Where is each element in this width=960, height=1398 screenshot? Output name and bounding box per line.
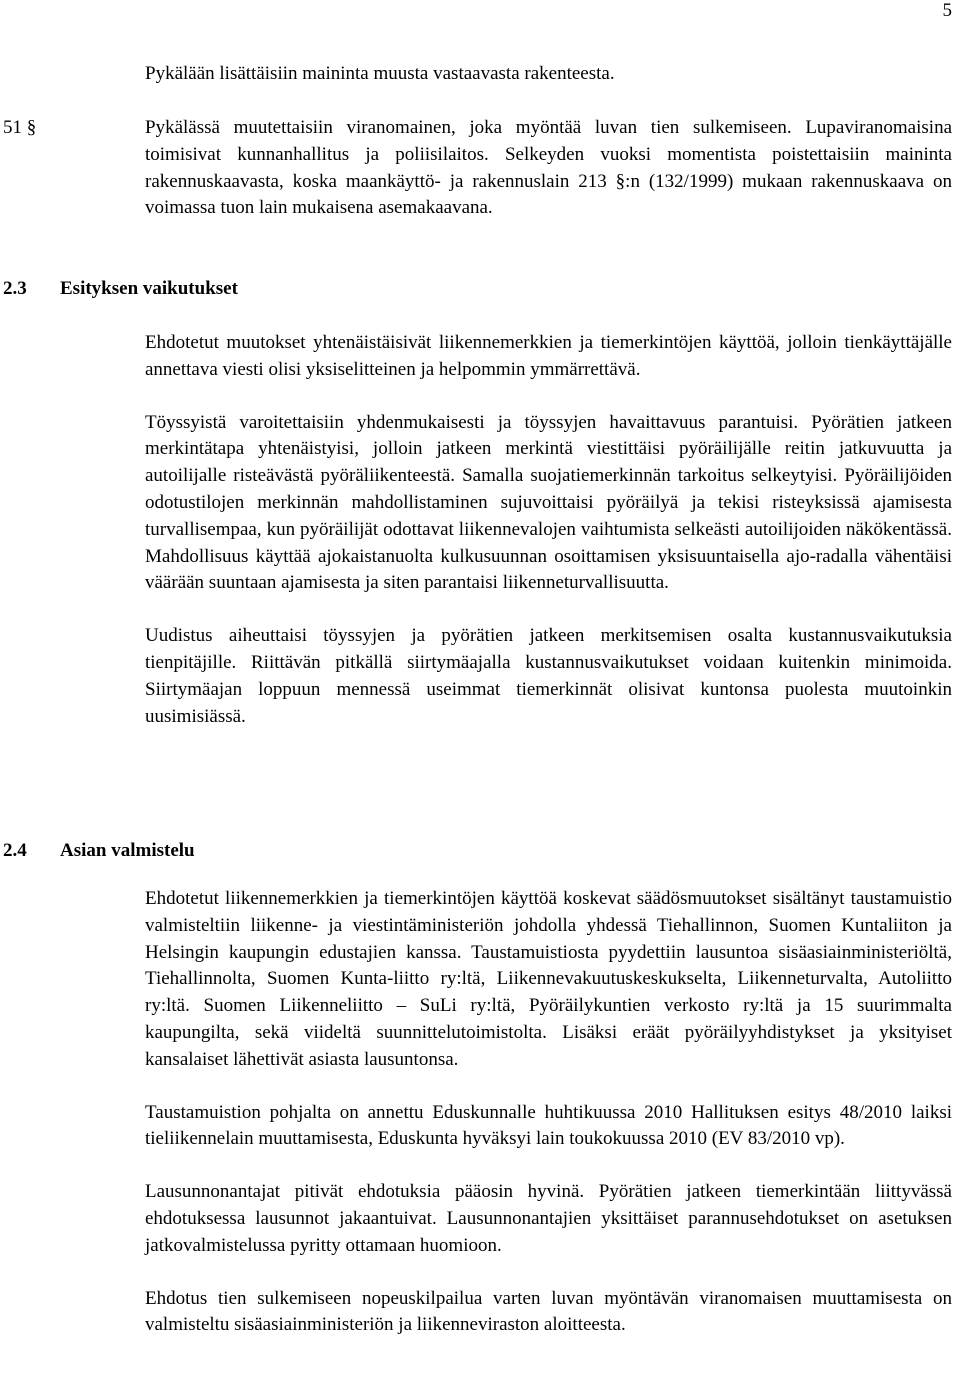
section-2-4-title: Asian valmistelu bbox=[60, 840, 195, 861]
section-2-4-paragraph-4: Ehdotus tien sulkemiseen nopeuskilpailua varten luvan myöntävän viranomaisen muuttamisesta on valmisteltu sisäasiainministeriön ja liikenneviraston aloitteesta. bbox=[145, 1287, 952, 1336]
section-2-3-body bbox=[145, 330, 952, 730]
section-51-block bbox=[145, 115, 952, 222]
section-2-4-paragraph-1: Ehdotetut liikennemerkkien ja tiemerkintöjen käyttöä koskevat säädösmuutokset sisältänyt taustamuistio valmisteltiin liikenne- ja viestintäministeriön johdolla yhdessä Tiehallinnon, Suomen Kuntaliiton ja Helsingin kaupungin edustajien kanssa. Taustamuistiosta pyydettiin lausuntoa sisäasiainministeriöltä, Tiehallinnolta, Suomen Kunta-liitto ry:ltä, Liikennevakuutuskeskukselta, Liikenneturvalta, Autoliitto ry:ltä. Suomen Liikenneliitto – SuLi ry:ltä, Pyöräilykuntien verkosto ry:ltä ja 15 suurimmalta kaupungilta, sekä viideltä suunnittelutoimistolta. Lisäksi eräät pyöräilyyhdistykset ja yksityiset kansalaiset lähettivät asiasta lausuntonsa. bbox=[145, 888, 952, 1070]
section-2-4-heading bbox=[3, 838, 195, 864]
section-51-paragraph: Pykälässä muutettaisiin viranomainen, joka myöntää luvan tien sulkemiseen. Lupaviranomaisina toimisivat kunnanhallitus ja poliisilaitos. Selkeyden vuoksi momentista poistettaisiin maininta rakennuskaavasta, koska maankäyttö- ja rakennuslain 213 §:n (132/1999) mukaan rakennuskaava on voimassa tuon lain mukaisena asemakaavana. bbox=[145, 117, 952, 219]
section-2-3-paragraph-2: Töyssyistä varoitettaisiin yhdenmukaisesti ja töyssyjen havaittavuus parantuisi. Pyörätien jatkeen merkintätapa yhtenäistyisi, jolloin jatkeen merkintä viestittäisi pyöräilijälle reitin jatkuvuutta ja autoilijalle risteävästä pyöräliikenteestä. Samalla suojatiemerkinnän tarkoitus selkeytyisi. Pyöräilijöiden odotustilojen merkinnän mahdollistaminen sujuvoittaisi pyöräilyä ja tekisi risteyksissä ajamisesta turvallisempaa, kun pyöräilijät odottavat liikennevalojen vaihtumista selkeästi autoilijoiden näkökentässä. Mahdollisuus käyttää ajokaistanuolta kulkusuunnan osoittamisen yksisuuntaisella ajo-radalla vähentäisi väärään suuntaan ajamisesta ja siten parantaisi liikenneturvallisuutta. bbox=[145, 411, 952, 594]
section-2-3-paragraph-3: Uudistus aiheuttaisi töyssyjen ja pyörätien jatkeen merkitsemisen osalta kustannusvaikutuksia tienpitäjille. Riittävän pitkällä siirtymäajalla kustannusvaikutukset voidaan kuitenkin minimoida. Siirtymäajan loppuun mennessä useimmat tiemerkinnät olisivat kuntonsa puolesta muutoinkin uusimisiässä. bbox=[145, 625, 952, 727]
section-2-4-body bbox=[145, 886, 952, 1339]
intro-paragraph: Pykälään lisättäisiin maininta muusta vastaavasta rakenteesta. bbox=[145, 63, 615, 84]
section-2-3-heading bbox=[3, 276, 238, 302]
section-2-3-number: 2.3 bbox=[3, 278, 27, 299]
section-2-3-title: Esityksen vaikutukset bbox=[60, 278, 238, 299]
section-2-4-paragraph-2: Taustamuistion pohjalta on annettu Eduskunnalle huhtikuussa 2010 Hallituksen esitys 48/2010 laiksi tieliikennelain muuttamisesta, Eduskunta hyväksyi lain toukokuussa 2010 (EV 83/2010 vp). bbox=[145, 1101, 952, 1150]
page-number: 5 bbox=[942, 0, 952, 21]
section-2-3-paragraph-1: Ehdotetut muutokset yhtenäistäisivät liikennemerkkien ja tiemerkintöjen käyttöä, jolloin tienkäyttäjälle annettava viesti olisi yksiselitteinen ja helpommin ymmärrettävä. bbox=[145, 332, 952, 380]
section-2-4-number: 2.4 bbox=[3, 840, 27, 861]
section-2-4-paragraph-3: Lausunnonantajat pitivät ehdotuksia pääosin hyvinä. Pyörätien jatkeen tiemerkintään liittyvässä ehdotuksessa lausunnot jakaantuivat. Lausunnonantajien yksittäiset parannusehdotukset on asetuksen jatkovalmistelussa pyritty ottamaan huomioon. bbox=[145, 1181, 952, 1256]
intro-block bbox=[145, 61, 952, 88]
section-51-label: 51 § bbox=[3, 117, 37, 138]
